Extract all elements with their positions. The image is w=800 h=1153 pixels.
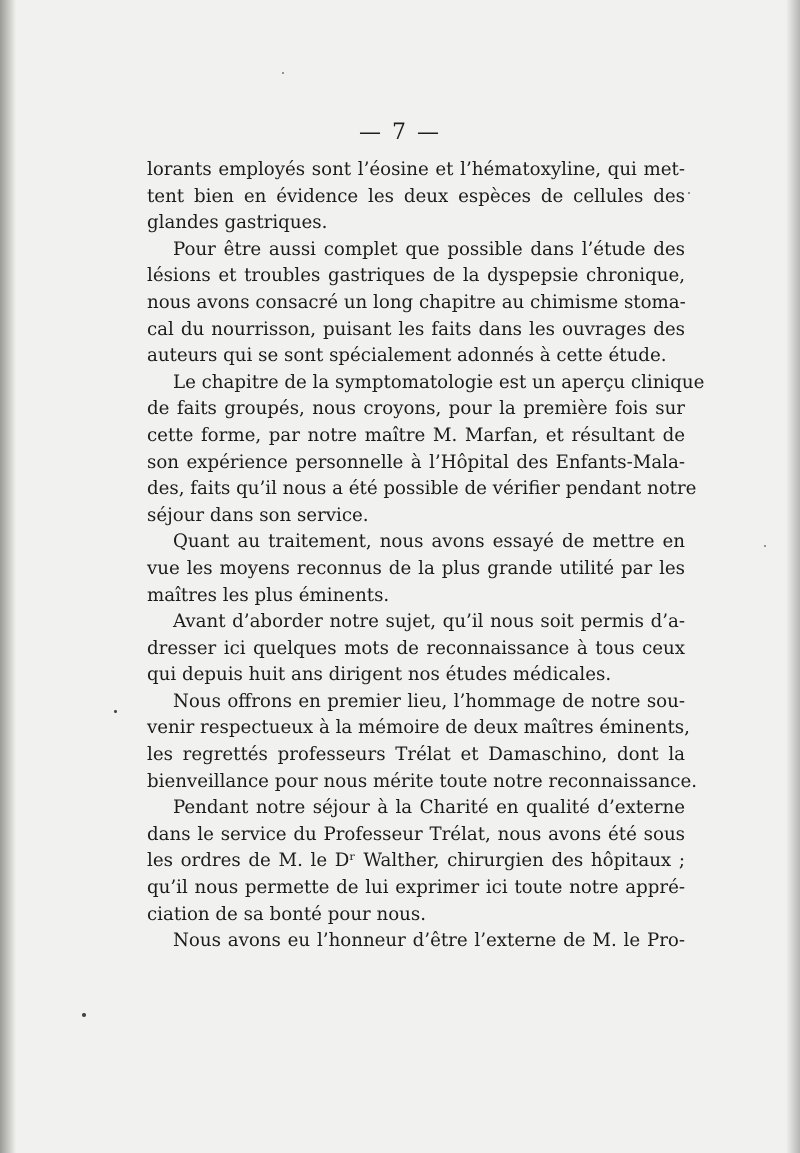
text-line: les regrettés professeurs Trélat et Damaschino, dont la bbox=[147, 744, 685, 766]
text-line: tent bien en évidence les deux espèces de cellules des bbox=[147, 185, 685, 207]
text-line: Nous offrons en premier lieu, l’hommage de notre sou- bbox=[173, 690, 685, 712]
text-line: Le chapitre de la symptomatologie est un aperçu clinique bbox=[173, 371, 705, 393]
ink-speck bbox=[114, 710, 117, 713]
text-line: lorants employés sont l’éosine et l’hématoxyline, qui met- bbox=[147, 159, 685, 180]
text-line: lésions et troubles gastriques de la dyspepsie chronique, bbox=[147, 265, 685, 287]
text-line: qu’il nous permette de lui exprimer ici toute notre appré- bbox=[147, 877, 685, 899]
text-line: nous avons consacré un long chapitre au chimisme stoma- bbox=[147, 291, 686, 313]
text-line: Quant au traitement, nous avons essayé de mettre en bbox=[173, 531, 685, 553]
text-line: maîtres les plus éminents. bbox=[147, 584, 390, 606]
ink-speck bbox=[82, 1013, 86, 1017]
text-line: des, faits qu’il nous a été possible de vérifier pendant notre bbox=[147, 478, 697, 500]
text-line: glandes gastriques. bbox=[147, 212, 328, 234]
ink-speck bbox=[282, 72, 284, 74]
text-line: Nous avons eu l’honneur d’être l’externe de M. le Pro- bbox=[173, 930, 685, 952]
text-line: ciation de sa bonté pour nous. bbox=[147, 903, 426, 925]
text-line: qui depuis huit ans dirigent nos études médicales. bbox=[147, 664, 612, 686]
text-line: Pour être aussi complet que possible dans l’étude des bbox=[173, 238, 685, 260]
ink-speck bbox=[688, 192, 690, 194]
text-line: cette forme, par notre maître M. Marfan, et résultant de bbox=[147, 424, 685, 446]
text-line: Pendant notre séjour à la Charité en qualité d’externe bbox=[173, 797, 685, 819]
ink-speck bbox=[764, 545, 766, 547]
text-line: Avant d’aborder notre sujet, qu’il nous soit permis d’a- bbox=[173, 611, 685, 633]
text-line: dans le service du Professeur Trélat, nous avons été sous bbox=[147, 823, 685, 845]
text-line: son expérience personnelle à l’Hôpital des Enfants-Mala- bbox=[147, 451, 685, 473]
text-line: venir respectueux à la mémoire de deux maîtres éminents, bbox=[147, 717, 690, 739]
text-line: auteurs qui se sont spécialement adonnés à cette étude. bbox=[147, 345, 667, 367]
text-line: les ordres de M. le Dʳ Walther, chirurgien des hôpitaux ; bbox=[147, 850, 685, 872]
text-line: vue les moyens reconnus de la plus grande utilité par les bbox=[147, 557, 685, 579]
text-line: dresser ici quelques mots de reconnaissance à tous ceux bbox=[147, 637, 685, 659]
body-text bbox=[147, 157, 705, 955]
text-line: de faits groupés, nous croyons, pour la première fois sur bbox=[147, 398, 685, 420]
text-line: bienveillance pour nous mérite toute notre reconnaissance. bbox=[147, 770, 698, 792]
text-line: cal du nourrisson, puisant les faits dans les ouvrages des bbox=[147, 318, 685, 340]
text-line: séjour dans son service. bbox=[147, 504, 369, 526]
page-number: — 7 — bbox=[359, 120, 441, 145]
